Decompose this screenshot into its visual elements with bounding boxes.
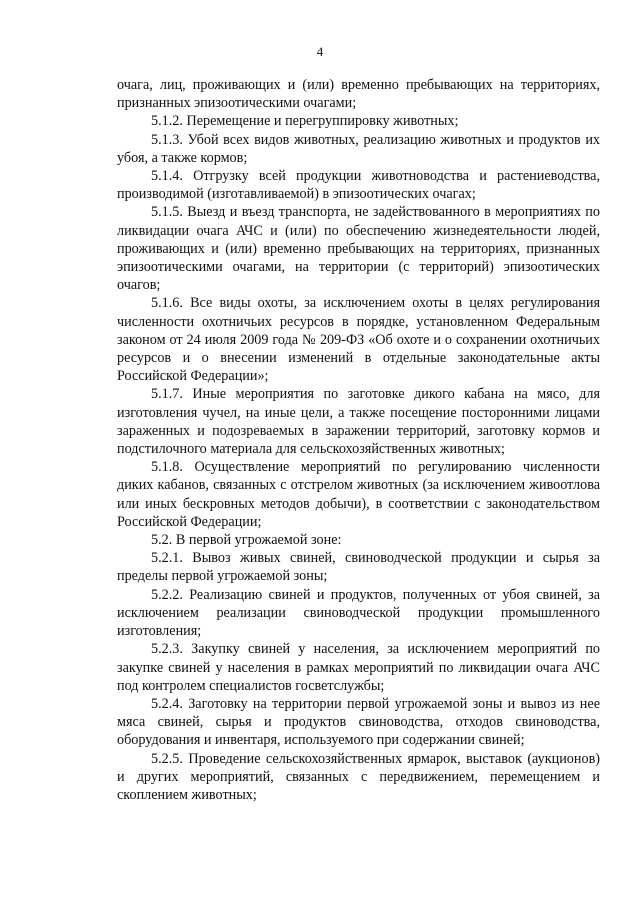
paragraph-5-1-3: 5.1.3. Убой всех видов животных, реализацию животных и продуктов их убоя, а также кормов; <box>117 131 600 166</box>
paragraph-5-1-2: 5.1.2. Перемещение и перегруппировку животных; <box>151 113 459 130</box>
paragraph-5-2-1: 5.2.1. Вывоз живых свиней, свиноводческой продукции и сырья за пределы первой угрожаемой зоны; <box>117 550 600 585</box>
paragraph-5-2-5: 5.2.5. Проведение сельскохозяйственных ярмарок, выставок (аукционов) и других мероприятий, связанных с передвижением, перемещением и скоплением животных; <box>117 750 600 803</box>
paragraph-5-1-5: 5.1.5. Выезд и въезд транспорта, не задействованного в мероприятиях по ликвидации очага АЧС и (или) по обеспечению жизнедеятельности людей, проживающих и (или) временно пребывающих на территориях, признанных эпизоотическими очагами, на территории (с территорий) эпизоотических очагов; <box>117 204 600 294</box>
document-body <box>117 76 600 804</box>
paragraph-5-2-4: 5.2.4. Заготовку на территории первой угрожаемой зоны и вывоз из нее мяса свиней, сырья и продуктов свиноводства, отходов свиноводства, оборудования и инвентаря, используемого при содержании свиней; <box>117 695 600 749</box>
paragraph-5-2-3: 5.2.3. Закупку свиней у населения, за исключением мероприятий по закупке свиней у населения в рамках мероприятий по ликвидации очага АЧС под контролем специалистов госветслужбы; <box>117 641 600 694</box>
paragraph-continuation: очага, лиц, проживающих и (или) временно пребывающих на территориях, признанных эпизоотическими очагами; <box>117 77 600 112</box>
paragraph-5-1-8: 5.1.8. Осуществление мероприятий по регулированию численности диких кабанов, связанных с отстрелом животных (за исключением живоотлова или иных бескровных методов добычи), в соответствии с законодательством Российской Федерации; <box>117 459 600 530</box>
paragraph-5-1-7: 5.1.7. Иные мероприятия по заготовке дикого кабана на мясо, для изготовления чучел, на иные цели, а также посещение посторонними лицами зараженных и подозреваемых в заражении территорий, заготовку кормов и подстилочного материала для сельскохозяйственных животных; <box>117 386 600 458</box>
paragraph-5-1-6: 5.1.6. Все виды охоты, за исключением охоты в целях регулирования численности охотничьих ресурсов в порядке, установленном Федеральным законом от 24 июля 2009 года № 209-ФЗ «Об охоте и о сохранении охотничьих ресурсов и о внесении изменений в отдельные законодательные акты Российской Федерации»; <box>117 295 600 385</box>
paragraph-5-2: 5.2. В первой угрожаемой зоне: <box>151 532 342 549</box>
paragraph-5-1-4: 5.1.4. Отгрузку всей продукции животноводства и растениеводства, производимой (изготавливаемой) в эпизоотических очагах; <box>117 168 600 203</box>
paragraph-5-2-2: 5.2.2. Реализацию свиней и продуктов, полученных от убоя свиней, за исключением реализации свиноводческой продукции промышленного изготовления; <box>117 586 600 640</box>
page-number: 4 <box>316 44 324 59</box>
